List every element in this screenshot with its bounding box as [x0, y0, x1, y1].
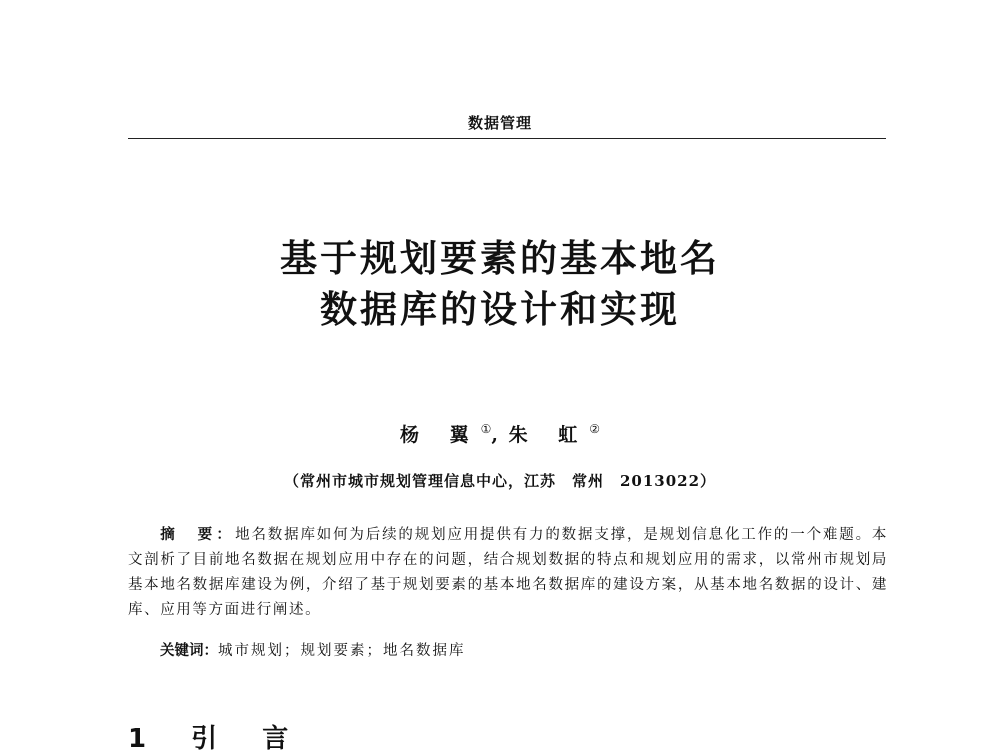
header-rule — [128, 138, 886, 139]
author-separator: , — [491, 424, 500, 446]
author-1-mark: ① — [480, 422, 492, 436]
paper-title-line-2: 数据库的设计和实现 — [320, 288, 680, 331]
paper-title-line-1: 基于规划要素的基本地名 — [280, 237, 720, 280]
running-header: 数据管理 — [467, 114, 532, 132]
author-2-mark: ② — [589, 422, 601, 436]
abstract-label: 摘 要： — [160, 527, 236, 543]
affiliation: （常州市城市规划管理信息中心，江苏 常州 2013022） — [283, 472, 717, 490]
keywords-label: 关键词： — [160, 643, 218, 659]
author-list — [0, 420, 1000, 447]
author-1-name: 杨 翼 — [399, 424, 481, 446]
author-2-name: 朱 虹 — [508, 424, 590, 446]
abstract-text: 地名数据库如何为后续的规划应用提供有力的数据支撑，是规划信息化工作的一个难题。本文剖析了目前地名数据在规划应用中存在的问题，结合规划数据的特点和规划应用的需求，以常州市规划局基本地名数据库建设为例，介绍了基于规划要素的基本地名数据库的建设方案，从基本地名数据的设计、建库、应用等方面进行阐述。 — [128, 527, 889, 618]
abstract — [128, 523, 888, 623]
section-heading: 1 引 言 — [128, 724, 307, 754]
keywords-text: 城市规划；规划要素；地名数据库 — [218, 643, 466, 659]
keywords — [160, 639, 466, 660]
